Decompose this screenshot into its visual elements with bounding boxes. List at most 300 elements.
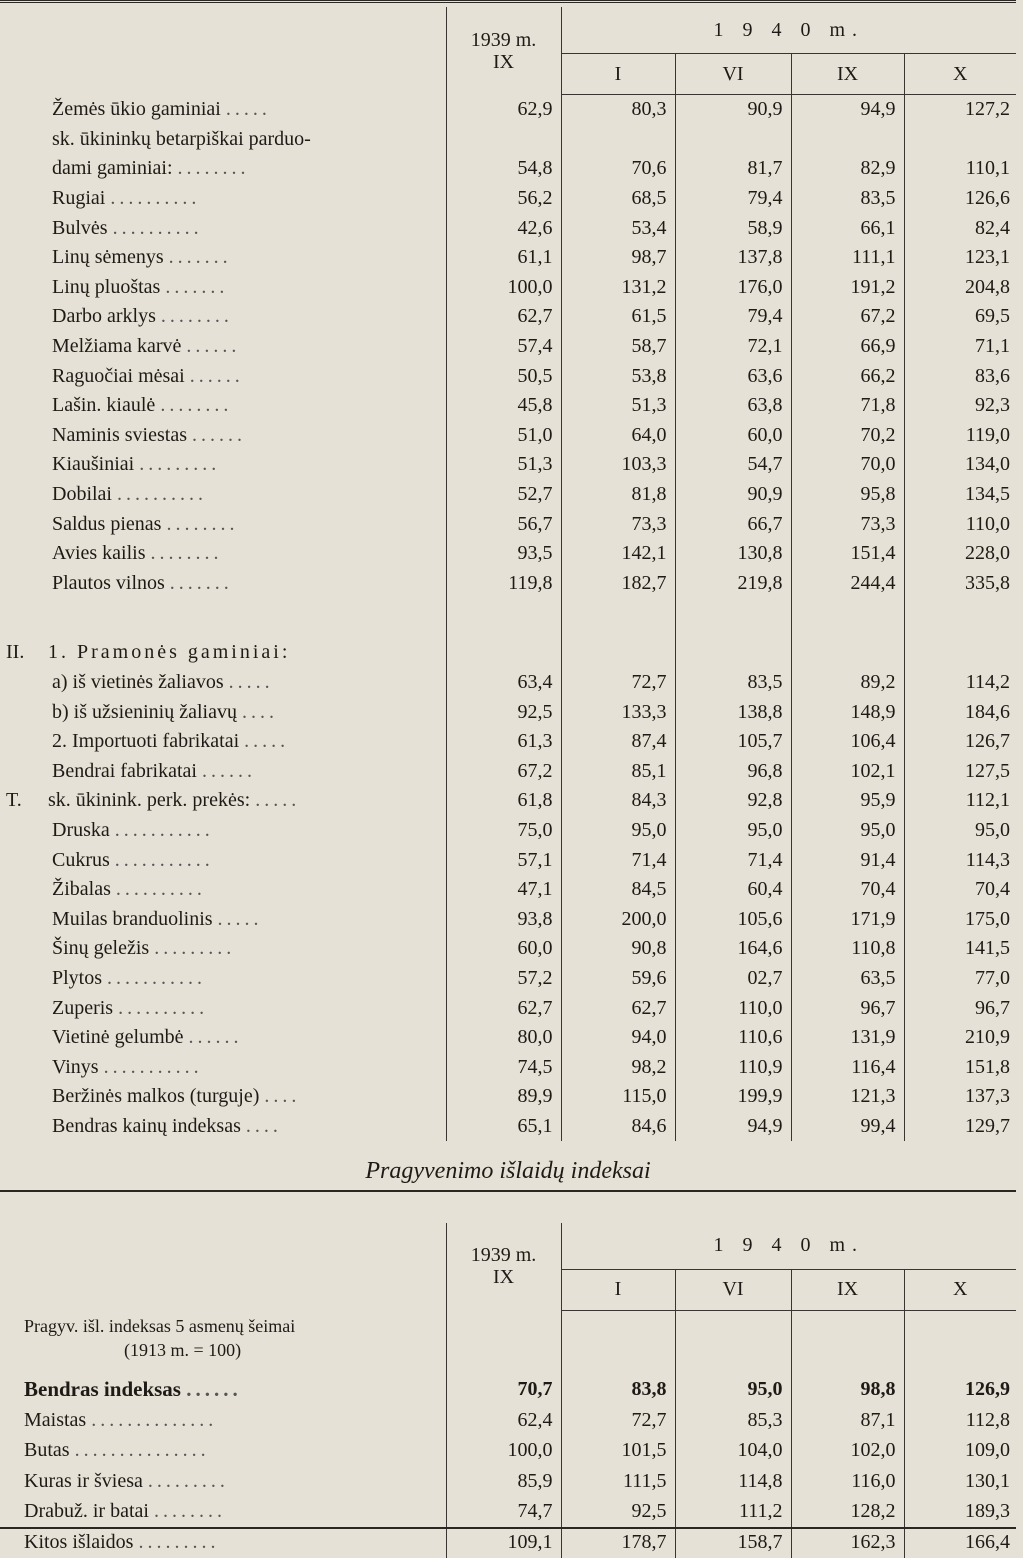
value-cell: 102,1 (791, 756, 904, 786)
value-cell: 62,7 (446, 302, 561, 332)
table-row (0, 539, 1016, 569)
value-cell: 73,3 (561, 509, 675, 539)
row-label (0, 964, 446, 994)
leader-dots: ...... (186, 1377, 242, 1402)
value-cell (561, 125, 675, 155)
row-label-text: Dobilai (52, 483, 112, 506)
row-label-text: Vietinė gelumbė (52, 1026, 184, 1049)
leader-dots: ........... (103, 1055, 203, 1078)
value-cell: 102,0 (791, 1436, 904, 1467)
leader-dots: ......... (147, 1469, 229, 1492)
value-cell: 94,0 (561, 1023, 675, 1053)
value-cell: 51,3 (446, 450, 561, 480)
value-cell: 130,8 (675, 539, 791, 569)
value-cell: 72,7 (561, 668, 675, 698)
value-cell: 90,9 (675, 480, 791, 510)
leader-dots: ..... (244, 730, 290, 753)
table-row (0, 421, 1016, 451)
value-cell: 60,0 (675, 421, 791, 451)
living-cost-rows (0, 1375, 1016, 1558)
value-cell: 127,2 (904, 95, 1016, 125)
value-cell: 111,5 (561, 1466, 675, 1497)
leader-dots: ....... (168, 246, 232, 269)
row-label-text: Muilas branduolinis (52, 907, 213, 930)
row-label (0, 1405, 446, 1436)
value-cell (561, 638, 675, 668)
leader-dots: ........ (150, 542, 223, 565)
row-label-text: Žibalas (52, 878, 111, 901)
row-label (0, 816, 446, 846)
leader-dots: ...... (201, 759, 256, 782)
value-cell: 114,8 (675, 1466, 791, 1497)
value-cell: 114,3 (904, 845, 1016, 875)
leader-dots: ..... (255, 789, 301, 812)
table-row (0, 1052, 1016, 1082)
value-cell: 02,7 (675, 964, 791, 994)
row-label (0, 391, 446, 421)
row-label-text: 2. Importuoti fabrikatai (52, 730, 240, 753)
row-label (0, 1023, 446, 1053)
value-cell: 228,0 (904, 539, 1016, 569)
value-cell: 131,9 (791, 1023, 904, 1053)
row-label (0, 539, 446, 569)
value-cell: 219,8 (675, 569, 791, 599)
table-row (0, 964, 1016, 994)
value-cell: 91,4 (791, 845, 904, 875)
table-row (0, 875, 1016, 905)
row-label-text: Zuperis (52, 996, 114, 1019)
row-label (0, 302, 446, 332)
value-cell (791, 638, 904, 668)
row-label (0, 1466, 446, 1497)
value-cell: 84,3 (561, 786, 675, 816)
leader-dots: .... (264, 1085, 301, 1108)
table-note-line: Pragyv. išl. indeksas 5 asmenų šeimai (24, 1316, 296, 1336)
table-row (0, 697, 1016, 727)
value-cell: 57,2 (446, 964, 561, 994)
value-cell: 100,0 (446, 1436, 561, 1467)
row-label (0, 154, 446, 184)
column-header-month: I (561, 1269, 675, 1310)
leader-dots: ........... (114, 818, 214, 841)
value-cell: 80,3 (561, 95, 675, 125)
row-label-text: Maistas (24, 1408, 87, 1431)
value-cell: 148,9 (791, 697, 904, 727)
value-cell: 85,1 (561, 756, 675, 786)
value-cell: 51,3 (561, 391, 675, 421)
value-cell: 164,6 (675, 934, 791, 964)
leader-dots: .......... (112, 216, 203, 239)
value-cell: 73,3 (791, 509, 904, 539)
value-cell: 115,0 (561, 1082, 675, 1112)
value-cell: 72,1 (675, 332, 791, 362)
table-row (0, 638, 1016, 668)
table-row (0, 273, 1016, 303)
value-cell: 119,0 (904, 421, 1016, 451)
value-cell: 111,1 (791, 243, 904, 273)
value-cell: 105,7 (675, 727, 791, 757)
table-row (0, 243, 1016, 273)
value-cell: 111,2 (675, 1497, 791, 1528)
row-label (0, 184, 446, 214)
leader-dots: ........ (160, 305, 233, 328)
value-cell: 171,9 (791, 904, 904, 934)
table-row (0, 934, 1016, 964)
table-row (0, 756, 1016, 786)
leader-dots: .... (245, 1114, 282, 1137)
table-row (0, 1527, 1016, 1558)
value-cell: 71,4 (561, 845, 675, 875)
table-row (0, 213, 1016, 243)
value-cell: 71,1 (904, 332, 1016, 362)
row-label (0, 213, 446, 243)
value-cell: 63,8 (675, 391, 791, 421)
value-cell: 134,5 (904, 480, 1016, 510)
row-label-text: Bulvės (52, 216, 108, 239)
value-cell: 67,2 (446, 756, 561, 786)
row-label-text: Kuras ir šviesa (24, 1469, 143, 1492)
value-cell: 191,2 (791, 273, 904, 303)
value-cell: 95,8 (791, 480, 904, 510)
column-header-1939 (446, 1223, 561, 1311)
value-cell: 90,8 (561, 934, 675, 964)
row-label (0, 727, 446, 757)
row-label-text: Druska (52, 818, 110, 841)
value-cell: 66,9 (791, 332, 904, 362)
value-cell (446, 125, 561, 155)
value-cell: 133,3 (561, 697, 675, 727)
value-cell: 79,4 (675, 302, 791, 332)
row-label-text: Linų sėmenys (52, 246, 164, 269)
value-cell: 126,7 (904, 727, 1016, 757)
table-row (0, 184, 1016, 214)
row-label (0, 1527, 446, 1558)
row-label-text: Cukrus (52, 848, 110, 871)
value-cell: 189,3 (904, 1497, 1016, 1528)
value-cell: 138,8 (675, 697, 791, 727)
column-header-1939 (446, 7, 561, 95)
section-subtitle: Pragyvenimo išlaidų indeksai (365, 1158, 651, 1184)
value-cell: 110,0 (675, 993, 791, 1023)
table-row (0, 361, 1016, 391)
table-row (0, 816, 1016, 846)
table-row (0, 391, 1016, 421)
value-cell: 61,5 (561, 302, 675, 332)
value-cell: 137,8 (675, 243, 791, 273)
value-cell: 71,8 (791, 391, 904, 421)
table-row (0, 1082, 1016, 1112)
price-index-rows (0, 95, 1016, 1142)
value-cell: 110,8 (791, 934, 904, 964)
row-label (0, 697, 446, 727)
value-cell: 56,7 (446, 509, 561, 539)
row-label (0, 243, 446, 273)
value-cell: 85,9 (446, 1466, 561, 1497)
value-cell: 74,7 (446, 1497, 561, 1528)
table-row (0, 786, 1016, 816)
label-column-header (0, 7, 446, 95)
value-cell: 204,8 (904, 273, 1016, 303)
value-cell: 93,5 (446, 539, 561, 569)
row-label-text: Kiaušiniai (52, 453, 135, 476)
value-cell: 100,0 (446, 273, 561, 303)
row-label-text: sk. ūkinink. perk. prekės: (48, 789, 251, 812)
value-cell: 105,6 (675, 904, 791, 934)
month-1939: IX (492, 1266, 515, 1289)
value-cell: 90,9 (675, 95, 791, 125)
value-cell: 61,1 (446, 243, 561, 273)
month-1939: IX (492, 50, 515, 73)
value-cell: 210,9 (904, 1023, 1016, 1053)
value-cell: 60,4 (675, 875, 791, 905)
value-cell: 95,0 (675, 1375, 791, 1406)
value-cell: 110,9 (675, 1052, 791, 1082)
value-cell: 114,2 (904, 668, 1016, 698)
value-cell: 244,4 (791, 569, 904, 599)
row-label-text: Linų pluoštas (52, 275, 161, 298)
value-cell: 96,7 (904, 993, 1016, 1023)
value-cell: 58,9 (675, 213, 791, 243)
value-cell: 87,1 (791, 1405, 904, 1436)
value-cell: 94,9 (791, 95, 904, 125)
value-cell: 82,4 (904, 213, 1016, 243)
value-cell: 112,8 (904, 1405, 1016, 1436)
row-label (0, 1436, 446, 1467)
value-cell: 141,5 (904, 934, 1016, 964)
row-label (0, 934, 446, 964)
column-header-1940: 1 9 4 0 m. (561, 1223, 1016, 1270)
value-cell: 53,8 (561, 361, 675, 391)
column-header-month: IX (791, 54, 904, 95)
value-cell (904, 598, 1016, 638)
value-cell (561, 598, 675, 638)
value-cell (446, 598, 561, 638)
value-cell: 116,0 (791, 1466, 904, 1497)
value-cell: 99,4 (791, 1112, 904, 1142)
table-row (0, 904, 1016, 934)
value-cell: 57,4 (446, 332, 561, 362)
column-header-month: X (904, 54, 1016, 95)
row-label (0, 1082, 446, 1112)
living-cost-table (0, 1190, 1016, 1558)
value-cell: 131,2 (561, 273, 675, 303)
value-cell: 110,1 (904, 154, 1016, 184)
row-label-text: Raguočiai mėsai (52, 364, 185, 387)
value-cell: 62,7 (561, 993, 675, 1023)
row-label-text: Bendras kainų indeksas (52, 1114, 241, 1137)
row-label (0, 1052, 446, 1082)
value-cell: 128,2 (791, 1497, 904, 1528)
value-cell: 57,1 (446, 845, 561, 875)
row-label (0, 273, 446, 303)
label-column-header (0, 1223, 446, 1311)
leader-dots: ...... (192, 423, 246, 446)
value-cell: 70,7 (446, 1375, 561, 1406)
leader-dots: .......... (118, 996, 209, 1019)
value-cell: 93,8 (446, 904, 561, 934)
row-label-text: Naminis sviestas (52, 423, 187, 446)
row-label-text: Beržinės malkos (turguje) (52, 1085, 260, 1108)
column-header-month: IX (791, 1269, 904, 1310)
row-label (0, 1497, 446, 1528)
leader-dots: ............... (74, 1439, 210, 1462)
value-cell: 60,0 (446, 934, 561, 964)
value-cell: 95,0 (675, 816, 791, 846)
row-label-text: Žemės ūkio gaminiai (52, 98, 221, 121)
column-header-month: VI (675, 54, 791, 95)
leader-dots: .......... (115, 878, 206, 901)
value-cell: 63,4 (446, 668, 561, 698)
value-cell: 182,7 (561, 569, 675, 599)
leader-dots: ......... (138, 1530, 220, 1553)
row-label (0, 95, 446, 125)
value-cell: 103,3 (561, 450, 675, 480)
value-cell: 64,0 (561, 421, 675, 451)
value-cell: 83,8 (561, 1375, 675, 1406)
value-cell: 109,1 (446, 1527, 561, 1558)
table-row (0, 1023, 1016, 1053)
value-cell: 66,1 (791, 213, 904, 243)
value-cell: 70,4 (904, 875, 1016, 905)
value-cell: 59,6 (561, 964, 675, 994)
row-label (0, 668, 446, 698)
row-label-text: Plytos (52, 966, 103, 989)
leader-dots: ........ (153, 1500, 226, 1523)
value-cell: 98,8 (791, 1375, 904, 1406)
row-label (0, 361, 446, 391)
value-cell: 119,8 (446, 569, 561, 599)
table-row (0, 302, 1016, 332)
leader-dots: ....... (169, 571, 233, 594)
row-label (0, 569, 446, 599)
table-row (0, 332, 1016, 362)
value-cell: 58,7 (561, 332, 675, 362)
value-cell: 74,5 (446, 1052, 561, 1082)
section-number: II. (6, 641, 25, 664)
value-cell: 79,4 (675, 184, 791, 214)
table-row (0, 1466, 1016, 1497)
table-row (0, 95, 1016, 125)
row-label-text: Saldus pienas (52, 512, 162, 535)
value-cell (675, 638, 791, 668)
value-cell: 66,7 (675, 509, 791, 539)
row-label (0, 332, 446, 362)
value-cell: 70,2 (791, 421, 904, 451)
value-cell: 130,1 (904, 1466, 1016, 1497)
row-label-text: b) iš užsieninių žaliavų (52, 700, 237, 723)
value-cell: 51,0 (446, 421, 561, 451)
value-cell: 84,5 (561, 875, 675, 905)
row-label-text: Rugiai (52, 187, 106, 210)
value-cell (791, 598, 904, 638)
value-cell: 62,4 (446, 1405, 561, 1436)
table-row (0, 1497, 1016, 1528)
value-cell: 110,6 (675, 1023, 791, 1053)
value-cell: 104,0 (675, 1436, 791, 1467)
value-cell: 56,2 (446, 184, 561, 214)
value-cell (675, 125, 791, 155)
leader-dots: ...... (186, 335, 241, 358)
row-label-text: Bendras indeksas (24, 1377, 181, 1402)
table-row (0, 1375, 1016, 1406)
value-cell: 151,4 (791, 539, 904, 569)
value-cell: 162,3 (791, 1527, 904, 1558)
bottom-rule (0, 1527, 1016, 1529)
value-cell: 129,7 (904, 1112, 1016, 1142)
leader-dots: ......... (154, 937, 236, 960)
leader-dots: .... (241, 700, 278, 723)
value-cell: 94,9 (675, 1112, 791, 1142)
table-note-line: (1913 m. = 100) (124, 1340, 242, 1360)
value-cell: 92,5 (561, 1497, 675, 1528)
value-cell: 110,0 (904, 509, 1016, 539)
value-cell: 116,4 (791, 1052, 904, 1082)
row-label-text: Darbo arklys (52, 305, 156, 328)
row-label-text: Šinų geležis (52, 937, 150, 960)
column-header-month: X (904, 1269, 1016, 1310)
value-cell: 70,0 (791, 450, 904, 480)
value-cell: 134,0 (904, 450, 1016, 480)
value-cell: 96,7 (791, 993, 904, 1023)
row-label (0, 786, 446, 816)
row-label (0, 1375, 446, 1406)
table-row (0, 993, 1016, 1023)
value-cell: 112,1 (904, 786, 1016, 816)
leader-dots: ........... (107, 966, 207, 989)
value-cell: 42,6 (446, 213, 561, 243)
value-cell: 70,6 (561, 154, 675, 184)
table-row (0, 125, 1016, 155)
table-row (0, 845, 1016, 875)
row-label (0, 125, 446, 155)
value-cell: 67,2 (791, 302, 904, 332)
value-cell: 84,6 (561, 1112, 675, 1142)
value-cell (904, 125, 1016, 155)
row-label (0, 993, 446, 1023)
row-label-text: a) iš vietinės žaliavos (52, 670, 224, 693)
value-cell: 176,0 (675, 273, 791, 303)
row-label (0, 509, 446, 539)
value-cell: 71,4 (675, 845, 791, 875)
value-cell: 178,7 (561, 1527, 675, 1558)
row-label-text: Butas (24, 1439, 70, 1462)
value-cell: 89,2 (791, 668, 904, 698)
table-note (0, 1310, 446, 1375)
value-cell: 121,3 (791, 1082, 904, 1112)
table-row (0, 1436, 1016, 1467)
value-cell: 83,5 (675, 668, 791, 698)
value-cell: 83,5 (791, 184, 904, 214)
value-cell: 45,8 (446, 391, 561, 421)
row-label-text: dami gaminiai: (52, 157, 173, 180)
row-label-text: Kitos išlaidos (24, 1530, 134, 1553)
leader-dots: ........ (160, 394, 233, 417)
row-label (0, 421, 446, 451)
row-label (0, 845, 446, 875)
value-cell: 68,5 (561, 184, 675, 214)
value-cell (904, 638, 1016, 668)
value-cell: 54,8 (446, 154, 561, 184)
column-header-1940: 1 9 4 0 m. (561, 7, 1016, 54)
value-cell: 95,0 (561, 816, 675, 846)
row-label-text: Lašin. kiaulė (52, 394, 156, 417)
value-cell: 80,0 (446, 1023, 561, 1053)
value-cell: 98,2 (561, 1052, 675, 1082)
year-1939: 1939 m. (470, 1244, 537, 1267)
table-row (0, 598, 1016, 638)
table-row (0, 727, 1016, 757)
row-label-text: Vinys (52, 1055, 99, 1078)
